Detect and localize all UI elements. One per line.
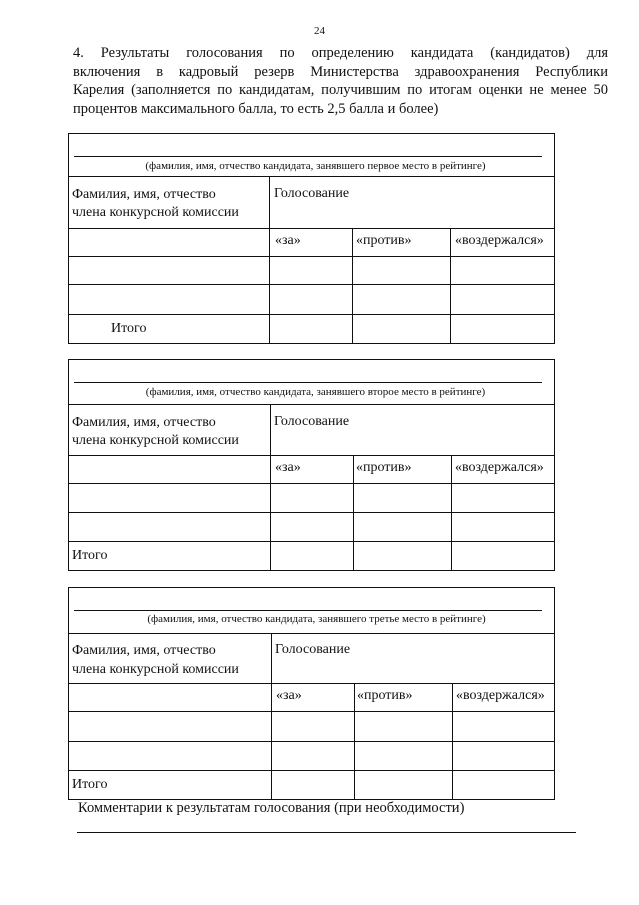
member-header: члена конкурсной комиссии xyxy=(72,205,239,220)
candidate-name-line[interactable] xyxy=(74,382,542,383)
comment-label: Комментарии к результатам голосования (при необходимости) xyxy=(78,800,465,816)
total-label: Итого xyxy=(72,548,108,563)
col-against-header: «против» xyxy=(356,233,412,248)
member-header: Фамилия, имя, отчество xyxy=(72,187,216,202)
voting-table-first-place xyxy=(68,133,555,344)
page-number: 24 xyxy=(314,25,325,37)
col-against-header: «против» xyxy=(356,460,412,475)
heading-line: включения в кадровый резерв Министерства здравоохранения Республики xyxy=(73,63,608,80)
heading-line: процентов максимального балла, то есть 2,5 балла и более) xyxy=(73,100,439,117)
col-for-header: «за» xyxy=(276,688,302,703)
total-label: Итого xyxy=(72,777,108,792)
member-header: Фамилия, имя, отчество xyxy=(72,643,216,658)
heading-line: 4. Результаты голосования по определению кандидата (кандидатов) для xyxy=(73,45,608,61)
candidate-name-line[interactable] xyxy=(74,610,542,611)
total-label: Итого xyxy=(111,321,147,336)
voting-header: Голосование xyxy=(274,414,350,429)
section-heading xyxy=(73,44,608,118)
col-for-header: «за» xyxy=(275,233,301,248)
col-abstain-header: «воздержался» xyxy=(455,233,544,248)
member-header: члена конкурсной комиссии xyxy=(72,662,239,677)
voting-table-third-place xyxy=(68,587,555,800)
candidate-caption: (фамилия, имя, отчество кандидата, занявшего второе место в рейтинге) xyxy=(145,386,486,398)
candidate-name-line[interactable] xyxy=(74,156,542,157)
col-for-header: «за» xyxy=(275,460,301,475)
col-abstain-header: «воздержался» xyxy=(455,460,544,475)
heading-line: Карелия (заполняется по кандидатам, получившим по итогам оценки не менее 50 xyxy=(73,82,608,98)
col-abstain-header: «воздержался» xyxy=(456,688,545,703)
member-header: члена конкурсной комиссии xyxy=(72,433,239,448)
voting-header: Голосование xyxy=(275,642,351,657)
comment-line[interactable] xyxy=(77,832,576,833)
candidate-caption: (фамилия, имя, отчество кандидата, занявшего первое место в рейтинге) xyxy=(145,160,486,172)
col-against-header: «против» xyxy=(357,688,413,703)
member-header: Фамилия, имя, отчество xyxy=(72,415,216,430)
candidate-caption: (фамилия, имя, отчество кандидата, занявшего третье место в рейтинге) xyxy=(147,613,486,625)
voting-header: Голосование xyxy=(274,186,350,201)
voting-table-second-place xyxy=(68,359,555,571)
